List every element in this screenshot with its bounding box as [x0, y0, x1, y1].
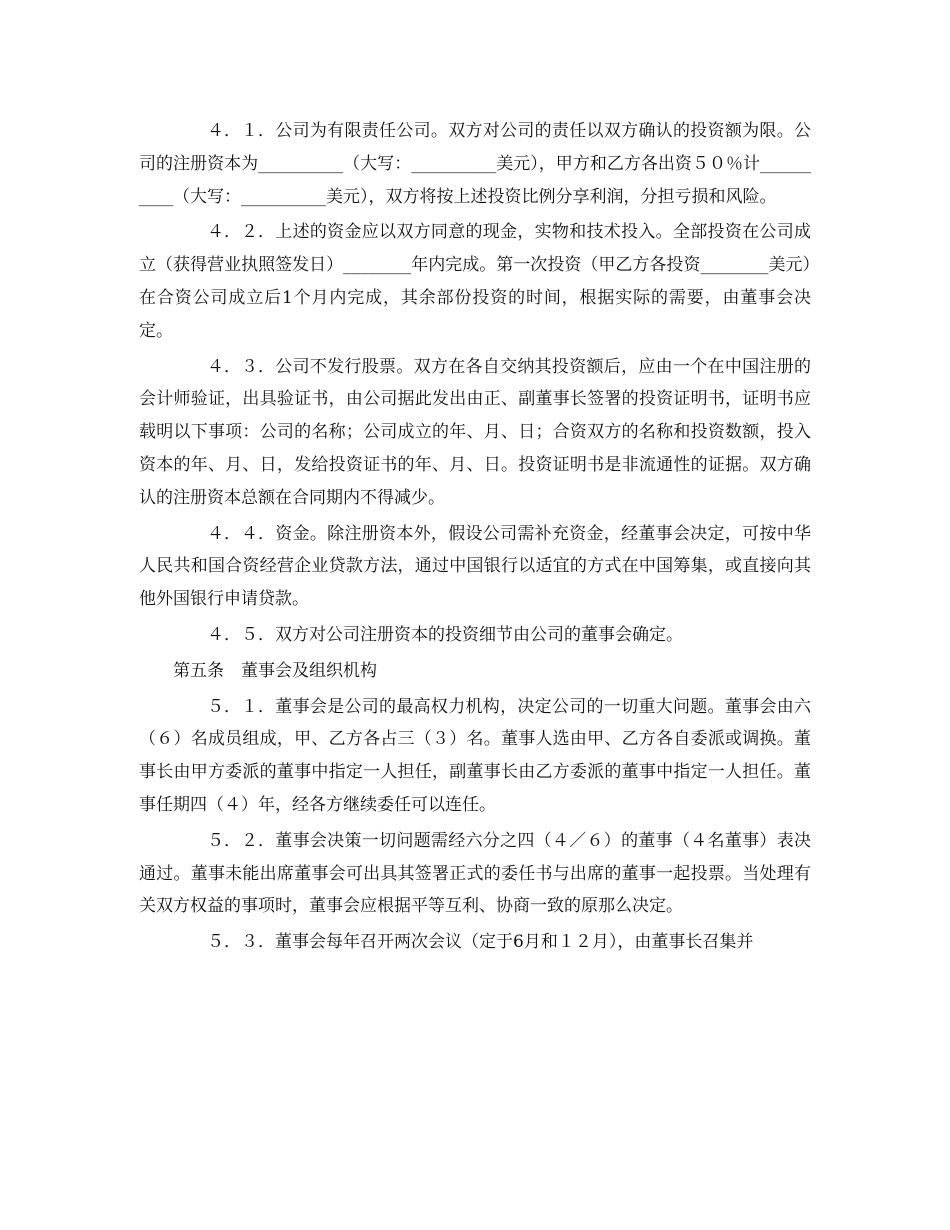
clause-4-1: [139, 115, 811, 213]
document-body: [139, 115, 811, 962]
clause-number: ５．３．: [207, 932, 275, 953]
clause-text: 公司为有限责任公司。双方对公司的责任以双方确认的投资额为限。公司的注册资本为__________（大写：__________美元），甲方和乙方各出资５０％计__________（大写：__________美元），双方将按上述投资比例分享利润，分担亏损和风险。: [139, 121, 811, 207]
clause-text: 上述的资金应以双方同意的现金，实物和技术投入。全部投资在公司成立（获得营业执照签发日）________年内完成。第一次投资（甲乙方各投资________美元）在合资公司成立后1个月内完成，其余部份投资的时间，根据实际的需要，由董事会决定。: [139, 222, 811, 341]
clause-4-5: [139, 619, 811, 652]
clause-number: ４．３．: [207, 356, 275, 377]
clause-text: 公司不发行股票。双方在各自交纳其投资额后，应由一个在中国注册的会计师验证，出具验证书，由公司据此发出由正、副董事长签署的投资证明书，证明书应载明以下事项：公司的名称；公司成立的年、月、日；合资双方的名称和投资数额，投入资本的年、月、日，发给投资证书的年、月、日。投资证明书是非流通性的证据。双方确认的注册资本总额在合同期内不得减少。: [139, 356, 811, 508]
clause-text: 董事会决策一切问题需经六分之四（４／６）的董事（４名董事）表决通过。董事未能出席董事会可出具其签署正式的委任书与出席的董事一起投票。当处理有关双方权益的事项时，董事会应根据平等互利、协商一致的原那么决定。: [139, 830, 811, 917]
clause-text: 双方对公司注册资本的投资细节由公司的董事会确定。: [275, 624, 683, 645]
clause-number: ４．２．: [207, 222, 275, 243]
clause-4-3: [139, 351, 811, 515]
clause-number: ４．５．: [207, 624, 275, 645]
clause-5-1: [139, 691, 811, 822]
clause-number: ５．１．: [207, 696, 275, 717]
clause-number: ５．２．: [207, 830, 275, 851]
clause-4-4: [139, 518, 811, 616]
clause-text: 董事会每年召开两次会议（定于6月和１２月），由董事长召集并: [275, 932, 754, 953]
clause-5-2: [139, 825, 811, 923]
clause-4-2: [139, 216, 811, 347]
clause-number: ４．４．: [207, 523, 275, 544]
clause-text: 董事会是公司的最高权力机构，决定公司的一切重大问题。董事会由六（６）名成员组成，甲、乙方各占三（３）名。董事人选由甲、乙方各自委派或调换。董事长由甲方委派的董事中指定一人担任，副董事长由乙方委派的董事中指定一人担任。董事任期四（４）年，经各方继续委任可以连任。: [139, 696, 811, 815]
clause-5-3: [139, 926, 811, 959]
clause-number: ４．１．: [207, 121, 275, 141]
clause-text: 资金。除注册资本外，假设公司需补充资金，经董事会决定，可按中华人民共和国合资经营企业贷款方法，通过中国银行以适宜的方式在中国筹集，或直接向其他外国银行申请贷款。: [139, 523, 811, 610]
article-5-heading: 第五条 董事会及组织机构: [173, 660, 377, 681]
